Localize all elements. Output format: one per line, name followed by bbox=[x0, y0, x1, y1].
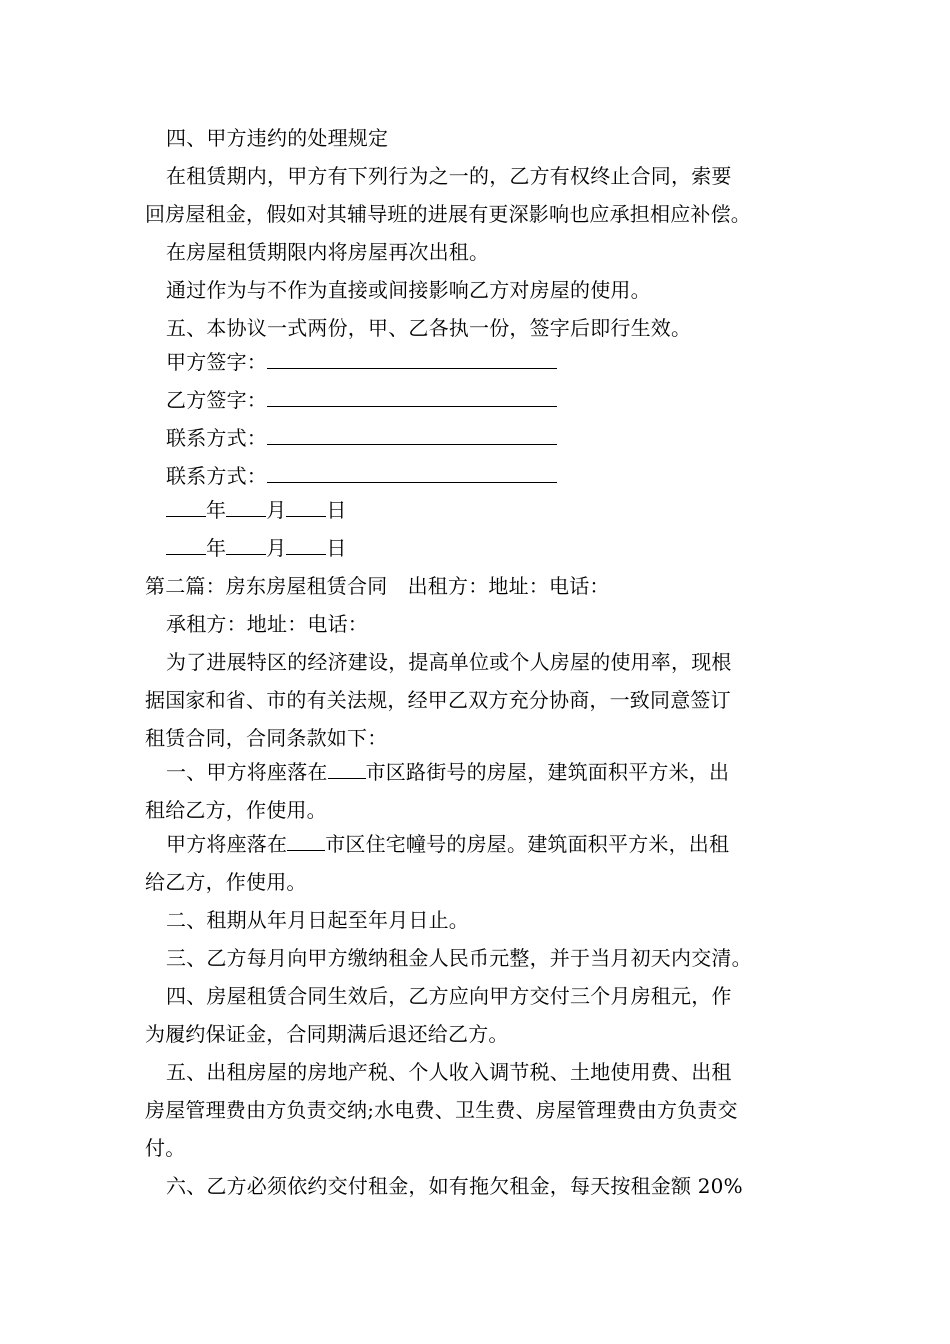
clause-text: 市区住宅幢号的房屋。建筑面积平方米，出租 bbox=[325, 832, 730, 856]
blank-underline bbox=[286, 498, 326, 517]
paragraph-line: 房屋管理费由方负责交纳;水电费、卫生费、房屋管理费由方负责交 bbox=[145, 1098, 738, 1122]
blank-underline bbox=[267, 388, 557, 407]
blank-underline bbox=[267, 350, 557, 369]
paragraph-line: 据国家和省、市的有关法规，经甲乙双方充分协商，一致同意签订 bbox=[145, 688, 731, 712]
blank-underline bbox=[328, 760, 366, 779]
date-line-a bbox=[166, 498, 347, 522]
blank-underline bbox=[226, 536, 266, 555]
blank-underline bbox=[226, 498, 266, 517]
paragraph-line: 为了进展特区的经济建设，提高单位或个人房屋的使用率，现根 bbox=[166, 650, 732, 674]
paragraph-line: 给乙方，作使用。 bbox=[145, 870, 307, 894]
section-heading: 四、甲方违约的处理规定 bbox=[166, 126, 389, 150]
contact-label: 联系方式： bbox=[166, 464, 267, 488]
contact-line-b bbox=[166, 464, 557, 488]
clause-line bbox=[166, 832, 729, 856]
date-day-label: 日 bbox=[326, 498, 347, 522]
paragraph-line: 在房屋租赁期限内将房屋再次出租。 bbox=[166, 240, 490, 264]
paragraph-line: 五、本协议一式两份，甲、乙各执一份，签字后即行生效。 bbox=[166, 316, 692, 340]
clause-text: 市区路街号的房屋，建筑面积平方米，出 bbox=[365, 760, 730, 784]
paragraph-line: 在租赁期内，甲方有下列行为之一的，乙方有权终止合同，索要 bbox=[166, 164, 732, 188]
signature-line-a bbox=[166, 350, 557, 374]
paragraph-line: 承租方：地址：电话： bbox=[166, 612, 368, 636]
blank-underline bbox=[287, 832, 325, 851]
clause-text: 甲方将座落在 bbox=[166, 832, 288, 856]
date-year-label: 年 bbox=[206, 536, 227, 560]
contact-label: 联系方式： bbox=[166, 426, 267, 450]
blank-underline bbox=[286, 536, 326, 555]
blank-underline bbox=[166, 536, 206, 555]
blank-underline bbox=[267, 464, 557, 483]
signature-label: 乙方签字： bbox=[166, 388, 267, 412]
paragraph-line: 二、租期从年月日起至年月日止。 bbox=[166, 908, 469, 932]
blank-underline bbox=[166, 498, 206, 517]
date-month-label: 月 bbox=[266, 498, 287, 522]
clause-text: 一、甲方将座落在 bbox=[166, 760, 328, 784]
clause-line bbox=[166, 760, 729, 784]
paragraph-line: 租赁合同，合同条款如下： bbox=[145, 726, 388, 750]
chapter-heading: 第二篇：房东房屋租赁合同 出租方：地址：电话： bbox=[145, 574, 610, 598]
date-line-b bbox=[166, 536, 347, 560]
signature-label: 甲方签字： bbox=[166, 350, 267, 374]
paragraph-line: 五、出租房屋的房地产税、个人收入调节税、土地使用费、出租 bbox=[166, 1060, 732, 1084]
contact-line-a bbox=[166, 426, 557, 450]
paragraph-line: 通过作为与不作为直接或间接影响乙方对房屋的使用。 bbox=[166, 278, 651, 302]
date-year-label: 年 bbox=[206, 498, 227, 522]
paragraph-line: 租给乙方，作使用。 bbox=[145, 798, 327, 822]
paragraph-line: 回房屋租金，假如对其辅导班的进展有更深影响也应承担相应补偿。 bbox=[145, 202, 751, 226]
paragraph-line: 为履约保证金，合同期满后退还给乙方。 bbox=[145, 1022, 509, 1046]
blank-underline bbox=[267, 426, 557, 445]
paragraph-line: 四、房屋租赁合同生效后，乙方应向甲方交付三个月房租元，作 bbox=[166, 984, 732, 1008]
paragraph-line: 三、乙方每月向甲方缴纳租金人民币元整，并于当月初天内交清。 bbox=[166, 946, 752, 970]
date-month-label: 月 bbox=[266, 536, 287, 560]
paragraph-line: 六、乙方必须依约交付租金，如有拖欠租金，每天按租金额 20% bbox=[166, 1174, 743, 1198]
signature-line-b bbox=[166, 388, 557, 412]
date-day-label: 日 bbox=[326, 536, 347, 560]
paragraph-line: 付。 bbox=[145, 1136, 186, 1160]
